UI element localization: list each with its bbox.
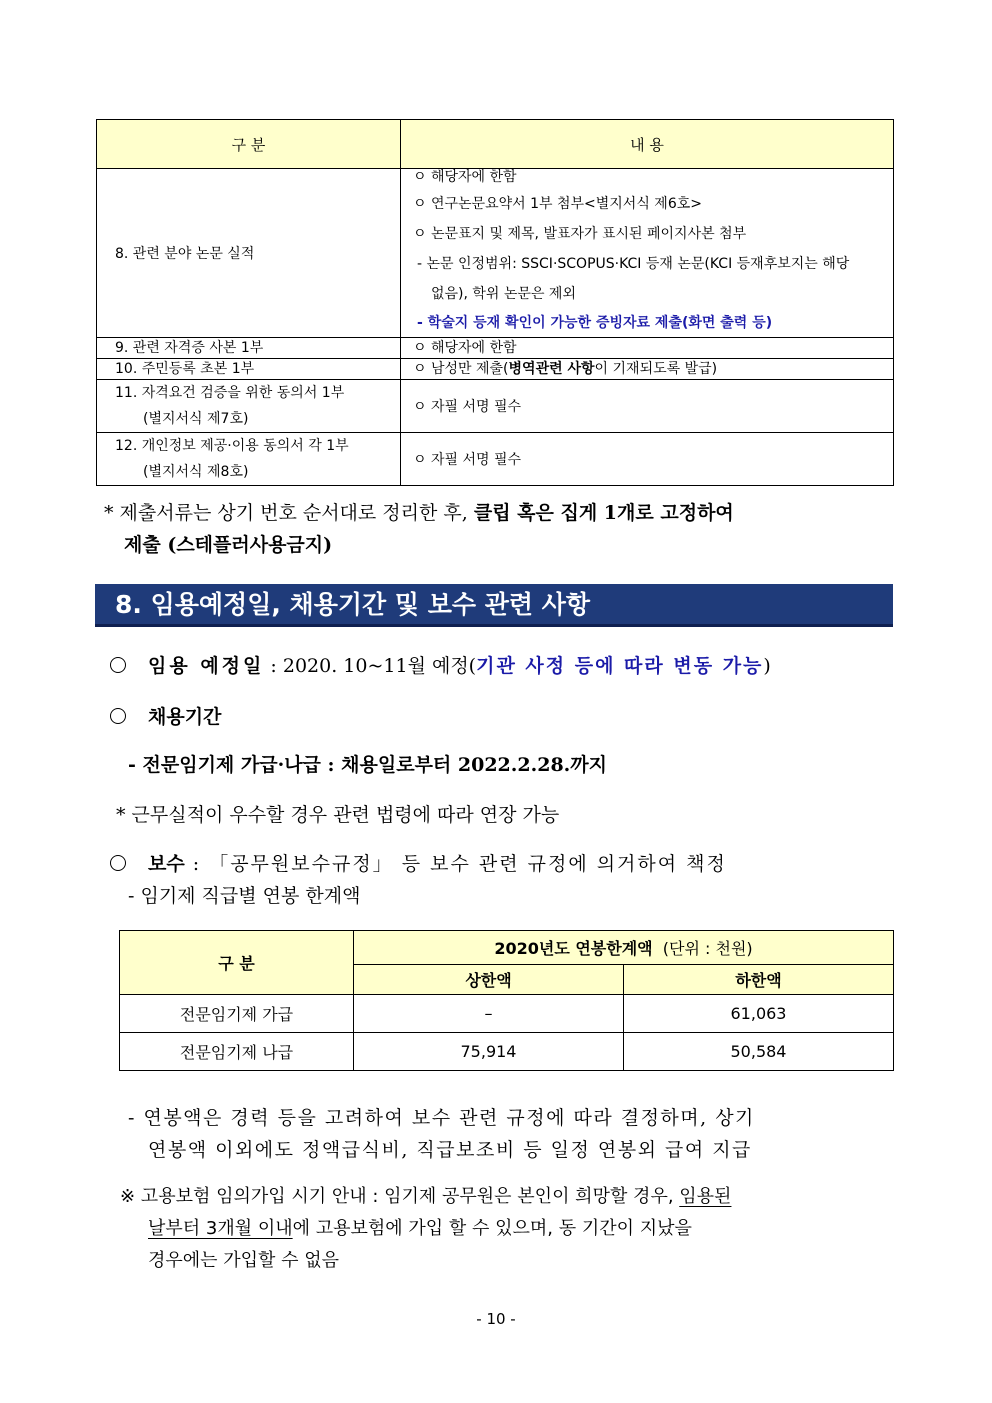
employment-period-line xyxy=(110,702,221,729)
label-line: (별지서식 제8호) xyxy=(143,464,249,480)
salary-unit: (단위 : 천원) xyxy=(662,939,753,958)
salary-grade: 전문임기제 가급 xyxy=(120,995,354,1033)
appointment-note: 기관 사정 등에 따라 변동 가능 xyxy=(476,655,764,677)
content-line: 없음), 학위 논문은 제외 xyxy=(431,286,576,302)
table-row xyxy=(97,169,894,338)
period-label: 채용기간 xyxy=(148,706,222,728)
insurance-text: ※ 고용보험 임의가입 시기 안내 : 임기제 공무원은 본인이 희망할 경우, xyxy=(120,1186,680,1207)
salary-note xyxy=(128,1102,898,1166)
row-label xyxy=(97,380,401,433)
salary-upper-header: 상한액 xyxy=(354,965,624,995)
salary-group-header xyxy=(354,931,894,965)
salary-header-category: 구 분 xyxy=(120,931,354,995)
header-content: 내 용 xyxy=(401,120,894,169)
salary-grade: 전문임기제 나급 xyxy=(120,1033,354,1071)
bullet-circle-icon xyxy=(110,708,126,724)
insurance-underline: 날부터 3개월 이내 xyxy=(148,1218,293,1239)
content-bold: 병역관련 사항 xyxy=(508,361,595,377)
row-content xyxy=(401,359,894,380)
note-bold-line: 제출 (스테플러사용금지) xyxy=(124,534,333,556)
insurance-underline: 임용된 xyxy=(679,1186,732,1207)
table-row xyxy=(97,380,894,433)
extension-note: * 근무실적이 우수할 경우 관련 법령에 따라 연장 가능 xyxy=(116,804,560,826)
row-label: 8. 관련 분야 논문 실적 xyxy=(97,169,401,338)
row-content: ㅇ 해당자에 한함 xyxy=(401,338,894,359)
pay-text: : 「공무원보수규정」 등 보수 관련 규정에 의거하여 책정 xyxy=(184,853,727,875)
insurance-text: 에 고용보험에 가입 할 수 있으며, 동 기간이 지났을 xyxy=(292,1218,692,1239)
salary-upper: – xyxy=(354,995,624,1033)
content-line: - 논문 인정범위: SSCI·SCOPUS·KCI 등재 논문(KCI 등재후보지는 해당 xyxy=(417,256,850,272)
table-row xyxy=(97,359,894,380)
page-number: - 10 - xyxy=(476,1310,516,1328)
content-line-highlight: - 학술지 등재 확인이 가능한 증빙자료 제출(화면 출력 등) xyxy=(417,315,773,331)
submission-note xyxy=(104,497,894,561)
row-content: ㅇ 자필 서명 필수 xyxy=(401,433,894,486)
salary-lower-header: 하한액 xyxy=(624,965,894,995)
salary-upper: 75,914 xyxy=(354,1033,624,1071)
row-label: 9. 관련 자격증 사본 1부 xyxy=(97,338,401,359)
salary-lower: 50,584 xyxy=(624,1033,894,1071)
row-label xyxy=(97,433,401,486)
label-line: 11. 자격요건 검증을 위한 동의서 1부 xyxy=(115,385,345,401)
pay-subline: - 임기제 직급별 연봉 한계액 xyxy=(128,885,361,907)
table-header-row xyxy=(97,120,894,169)
insurance-note xyxy=(120,1181,900,1277)
insurance-line xyxy=(120,1213,900,1245)
note-line xyxy=(104,497,894,529)
note-text: * 제출서류는 상기 번호 순서대로 정리한 후, xyxy=(104,502,474,524)
insurance-line xyxy=(120,1181,900,1213)
label-line: 12. 개인정보 제공·이용 동의서 각 1부 xyxy=(115,438,349,454)
bullet-circle-icon xyxy=(110,855,126,871)
bullet-circle-icon xyxy=(110,657,126,673)
salary-lower: 61,063 xyxy=(624,995,894,1033)
documents-table xyxy=(96,119,894,486)
header-category: 구 분 xyxy=(97,120,401,169)
content-line: ㅇ 해당자에 한함 xyxy=(413,169,517,185)
content-text: 이 기재되도록 발급) xyxy=(594,361,718,377)
table-row xyxy=(97,338,894,359)
appointment-close: ) xyxy=(763,655,771,677)
row-label: 10. 주민등록 초본 1부 xyxy=(97,359,401,380)
table-row xyxy=(120,995,894,1033)
pay-line xyxy=(110,849,727,876)
salary-note-line: 연봉액 이외에도 정액급식비, 직급보조비 등 일정 연봉외 급여 지급 xyxy=(148,1139,752,1161)
content-line: ㅇ 논문표지 및 제목, 발표자가 표시된 페이지사본 첨부 xyxy=(413,226,747,242)
appointment-text: : 2020. 10~11월 예정( xyxy=(264,655,477,677)
table-row xyxy=(120,1033,894,1071)
table-row xyxy=(97,433,894,486)
label-line: (별지서식 제7호) xyxy=(143,411,249,427)
salary-header-row xyxy=(120,931,894,965)
content-line: ㅇ 연구논문요약서 1부 첨부<별지서식 제6호> xyxy=(413,196,702,212)
appointment-date-line xyxy=(110,651,771,678)
pay-label: 보수 xyxy=(148,853,185,875)
note-bold: 클립 혹은 집게 1개로 고정하여 xyxy=(473,502,734,524)
period-detail: - 전문임기제 가급·나급 : 채용일로부터 2022.2.28.까지 xyxy=(128,754,607,776)
salary-note-line: - 연봉액은 경력 등을 고려하여 보수 관련 규정에 따라 결정하며, 상기 xyxy=(128,1107,755,1129)
content-text: ㅇ 남성만 제출( xyxy=(413,361,509,377)
row-content xyxy=(401,169,894,338)
row-content: ㅇ 자필 서명 필수 xyxy=(401,380,894,433)
section-8-title: 8. 임용예정일, 채용기간 및 보수 관련 사항 xyxy=(95,584,893,627)
salary-group-title: 2020년도 연봉한계액 xyxy=(494,939,653,958)
appointment-label: 임용 예정일 xyxy=(148,655,265,677)
insurance-line: 경우에는 가입할 수 없음 xyxy=(148,1250,340,1271)
salary-table xyxy=(119,930,894,1071)
